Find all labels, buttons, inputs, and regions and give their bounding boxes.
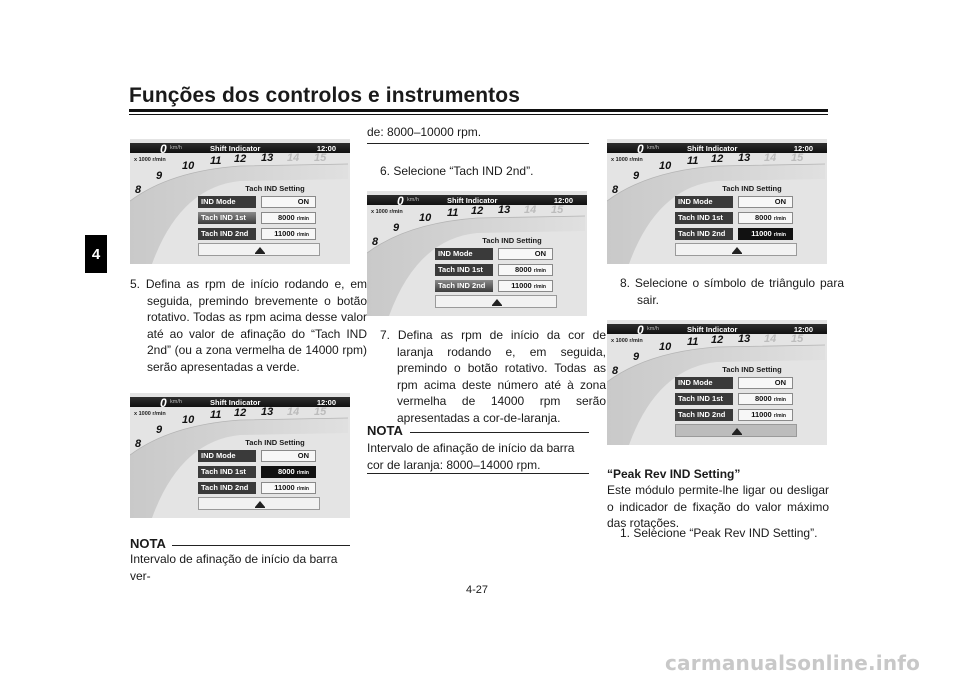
triangle-up-icon [732, 247, 742, 253]
tach-setting-title: Tach IND Setting [482, 236, 542, 245]
nota-end-rule-2 [367, 473, 589, 474]
rpm-tick-label: 8 [372, 236, 379, 248]
speed-value: 0 [160, 396, 167, 410]
rpm-unit: x 1000 r/min [134, 157, 166, 163]
setting-row-label[interactable]: IND Mode [435, 248, 493, 260]
shift-indicator-title: Shift Indicator [687, 325, 738, 334]
nota-label: NOTA [130, 536, 166, 551]
rpm-tick-label: 13 [261, 406, 274, 418]
chapter-tab: 4 [85, 235, 107, 273]
rpm-tick-label: 14 [287, 406, 300, 418]
header-rule [129, 109, 828, 112]
setting-row-label[interactable]: Tach IND 1st [435, 264, 493, 276]
setting-unit: r/min [533, 268, 546, 274]
nota-label-2: NOTA [367, 423, 403, 438]
rpm-tick-label: 8 [612, 365, 619, 377]
setting-unit: r/min [296, 486, 309, 492]
rpm-tick-label: 10 [182, 414, 195, 426]
shift-indicator-title: Shift Indicator [210, 398, 261, 407]
nota-text: Intervalo de afinação de início da barra ver- [130, 552, 338, 583]
shift-indicator-title: Shift Indicator [447, 196, 498, 205]
rpm-tick-label: 11 [687, 155, 699, 167]
setting-row-value[interactable] [261, 482, 316, 494]
header-rule-thin [129, 114, 828, 115]
step-1-text: 1. Selecione “Peak Rev IND Setting”. [620, 526, 818, 540]
rpm-tick-label: 8 [135, 184, 142, 196]
clock: 12:00 [793, 325, 813, 334]
setting-row-label[interactable]: IND Mode [675, 196, 733, 208]
rpm-tick-label: 13 [738, 152, 751, 164]
rpm-tick-label: 10 [182, 160, 195, 172]
setting-row-value[interactable] [498, 264, 553, 276]
watermark: carmanualsonline.info [665, 651, 921, 675]
rpm-tick-label: 9 [156, 424, 163, 436]
setting-row-value[interactable] [261, 228, 316, 240]
page-number: 4-27 [466, 584, 489, 596]
rpm-tick-label: 15 [791, 152, 804, 164]
rpm-tick-label: 8 [135, 438, 142, 450]
clock: 12:00 [793, 144, 813, 153]
setting-row-label[interactable]: Tach IND 2nd [198, 482, 256, 494]
exit-button[interactable] [675, 424, 797, 437]
clock: 12:00 [316, 398, 336, 407]
rpm-unit: x 1000 r/min [611, 157, 643, 163]
step-8-text: 8. Selecione o símbolo de triângulo para sair. [620, 276, 844, 307]
rpm-tick-label: 10 [419, 212, 432, 224]
setting-value: ON [297, 197, 309, 206]
speed-unit: km/h [170, 399, 182, 405]
speed-value: 0 [637, 323, 644, 337]
setting-row-label[interactable]: IND Mode [675, 377, 733, 389]
setting-row-value[interactable] [261, 466, 316, 478]
setting-row-label[interactable]: Tach IND 1st [198, 212, 256, 224]
speed-value: 0 [637, 142, 644, 156]
display-figure-5 [607, 320, 827, 445]
setting-value: 8000 [754, 213, 772, 222]
rpm-tick-label: 9 [633, 170, 640, 182]
rpm-tick-label: 10 [659, 341, 672, 353]
setting-row-label[interactable]: IND Mode [198, 196, 256, 208]
rpm-tick-label: 12 [234, 407, 247, 419]
continued-text: de: 8000–10000 rpm. [367, 125, 482, 139]
section-heading: “Peak Rev IND Setting” [607, 467, 741, 481]
rpm-tick-label: 11 [447, 207, 459, 219]
exit-button[interactable] [198, 243, 320, 256]
section-paragraph: Este módulo permite-lhe ligar ou desligar o indicador de fixação do valor máximo das rotações. [607, 483, 829, 530]
nota-rule [172, 545, 350, 546]
rpm-unit: x 1000 r/min [371, 209, 403, 215]
setting-row-value[interactable] [498, 280, 553, 292]
rpm-tick-label: 15 [314, 406, 327, 418]
setting-unit: r/min [773, 397, 786, 403]
setting-row-label[interactable]: Tach IND 1st [675, 393, 733, 405]
setting-value: 11000 [751, 410, 772, 419]
setting-value: 11000 [274, 229, 295, 238]
display-figure-1 [130, 139, 350, 264]
rpm-tick-label: 8 [612, 184, 619, 196]
setting-value: ON [534, 249, 546, 258]
exit-button[interactable] [435, 295, 557, 308]
setting-row-value[interactable] [738, 212, 793, 224]
shift-indicator-title: Shift Indicator [687, 144, 738, 153]
rpm-tick-label: 13 [261, 152, 274, 164]
setting-value: 8000 [514, 265, 532, 274]
setting-row-label[interactable]: Tach IND 2nd [675, 228, 733, 240]
tach-setting-title: Tach IND Setting [245, 184, 305, 193]
setting-row-value[interactable] [498, 248, 553, 260]
exit-button[interactable] [675, 243, 797, 256]
tach-setting-title: Tach IND Setting [245, 438, 305, 447]
rpm-tick-label: 13 [498, 204, 511, 216]
setting-row-value[interactable] [261, 450, 316, 462]
display-figure-3 [367, 191, 587, 316]
setting-value: 11000 [511, 281, 532, 290]
setting-value: ON [774, 197, 786, 206]
step-7-text: 7. Defina as rpm de início da cor de laranja rodando e, em seguida, premindo o botão rotativo. Todas as rpm acima deste número até à zona vermelha de 14000 rpm serão apresentadas a cor-de-laranja. [380, 328, 606, 425]
rpm-tick-label: 14 [764, 152, 777, 164]
setting-row-label[interactable]: Tach IND 2nd [198, 228, 256, 240]
setting-value: 11000 [274, 483, 295, 492]
triangle-up-icon [255, 501, 265, 507]
rpm-tick-label: 12 [711, 153, 724, 165]
speed-value: 0 [397, 194, 404, 208]
step-6-text: 6. Selecione “Tach IND 2nd”. [380, 164, 534, 178]
setting-value: ON [297, 451, 309, 460]
rpm-tick-label: 15 [791, 333, 804, 345]
setting-row-label[interactable]: Tach IND 2nd [435, 280, 493, 292]
speed-unit: km/h [647, 326, 659, 332]
rpm-tick-label: 9 [156, 170, 163, 182]
setting-unit: r/min [773, 216, 786, 222]
rpm-tick-label: 9 [393, 222, 400, 234]
setting-unit: r/min [296, 216, 309, 222]
rpm-tick-label: 12 [234, 153, 247, 165]
setting-row-value[interactable] [738, 196, 793, 208]
tach-setting-title: Tach IND Setting [722, 365, 782, 374]
setting-unit: r/min [296, 470, 309, 476]
rpm-tick-label: 11 [210, 409, 222, 421]
nota-text-2: Intervalo de afinação de início da barra cor de laranja: 8000–14000 rpm. [367, 441, 575, 472]
setting-row-value[interactable] [738, 377, 793, 389]
clock: 12:00 [553, 196, 573, 205]
setting-value: 8000 [754, 394, 772, 403]
triangle-up-icon [732, 428, 742, 434]
rpm-tick-label: 12 [471, 205, 484, 217]
rpm-tick-label: 15 [314, 152, 327, 164]
setting-value: 8000 [277, 467, 295, 476]
display-figure-4 [607, 139, 827, 264]
rpm-tick-label: 10 [659, 160, 672, 172]
display-figure-2 [130, 393, 350, 518]
rpm-tick-label: 15 [551, 204, 564, 216]
triangle-up-icon [492, 299, 502, 305]
setting-row-label[interactable]: Tach IND 1st [675, 212, 733, 224]
setting-row-label[interactable]: Tach IND 1st [198, 466, 256, 478]
setting-row-label[interactable]: Tach IND 2nd [675, 409, 733, 421]
setting-row-value[interactable] [261, 196, 316, 208]
speed-unit: km/h [407, 197, 419, 203]
clock: 12:00 [316, 144, 336, 153]
rpm-tick-label: 13 [738, 333, 751, 345]
speed-unit: km/h [647, 145, 659, 151]
setting-row-label[interactable]: IND Mode [198, 450, 256, 462]
shift-indicator-title: Shift Indicator [210, 144, 261, 153]
exit-button[interactable] [198, 497, 320, 510]
rpm-tick-label: 14 [764, 333, 777, 345]
speed-value: 0 [160, 142, 167, 156]
setting-row-value[interactable] [738, 409, 793, 421]
page-title: Funções dos controlos e instrumentos [129, 84, 520, 107]
rpm-unit: x 1000 r/min [611, 338, 643, 344]
rpm-tick-label: 14 [524, 204, 537, 216]
speed-unit: km/h [170, 145, 182, 151]
rpm-tick-label: 12 [711, 334, 724, 346]
setting-value: 8000 [277, 213, 295, 222]
setting-unit: r/min [773, 232, 786, 238]
setting-unit: r/min [533, 284, 546, 290]
rpm-tick-label: 9 [633, 351, 640, 363]
tach-setting-title: Tach IND Setting [722, 184, 782, 193]
triangle-up-icon [255, 247, 265, 253]
step-5-text: 5. Defina as rpm de início rodando e, em seguida, premindo brevemente o botão rotativo. Todas as rpm acima desse valor até ao valor de afinação do “Tach IND 2nd” (ou a zona vermelha de 14000 rpm) serão apresentadas a verde. [130, 277, 367, 374]
nota-end-rule [367, 143, 589, 144]
setting-value: 11000 [751, 229, 772, 238]
rpm-tick-label: 11 [687, 336, 699, 348]
setting-row-value[interactable] [738, 393, 793, 405]
setting-row-value[interactable] [738, 228, 793, 240]
setting-row-value[interactable] [261, 212, 316, 224]
nota-rule-2 [410, 432, 589, 433]
rpm-tick-label: 14 [287, 152, 300, 164]
setting-unit: r/min [296, 232, 309, 238]
rpm-unit: x 1000 r/min [134, 411, 166, 417]
setting-value: ON [774, 378, 786, 387]
setting-unit: r/min [773, 413, 786, 419]
rpm-tick-label: 11 [210, 155, 222, 167]
